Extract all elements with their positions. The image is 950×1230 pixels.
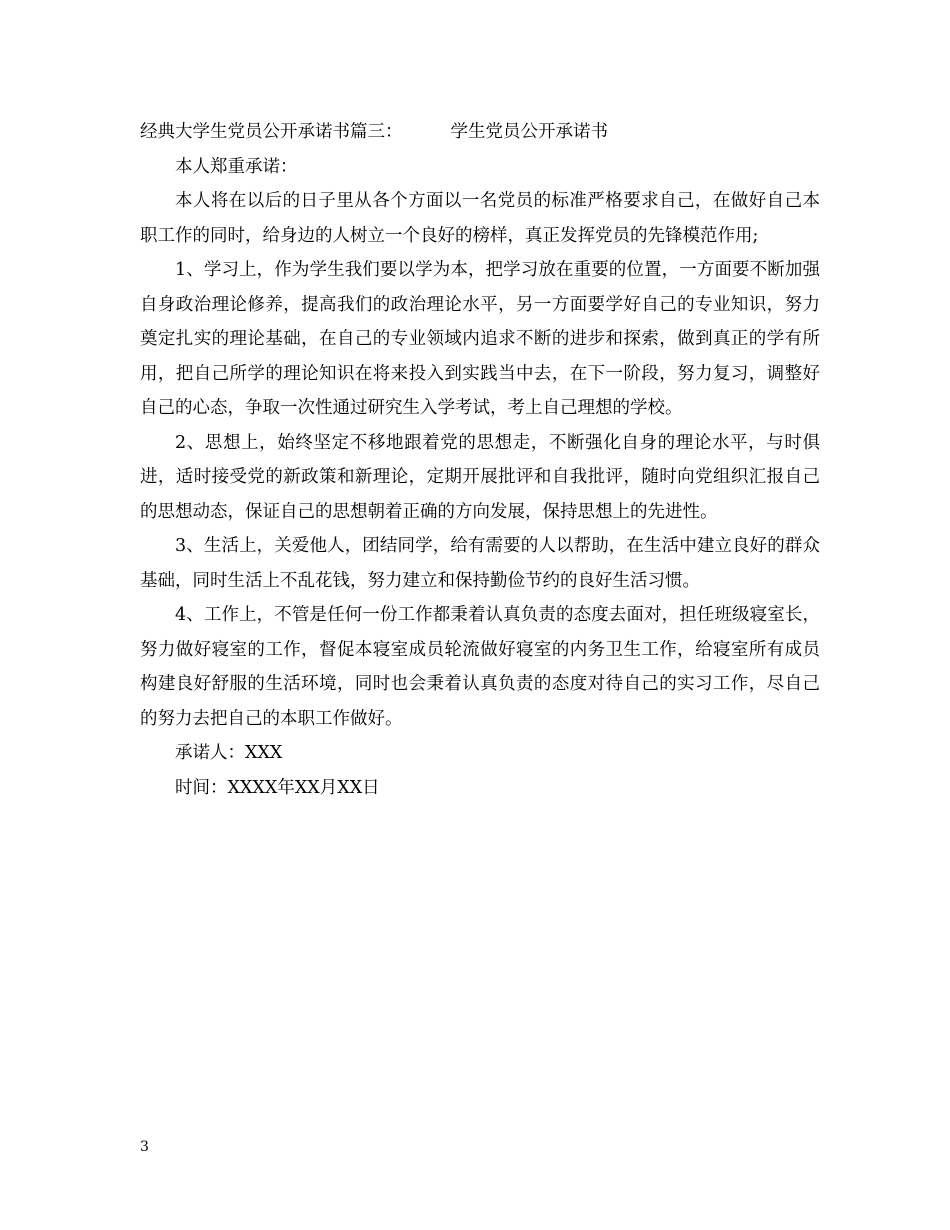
paragraph-life: 3、生活上，关爱他人，团结同学，给有需要的人以帮助，在生活中建立良好的群众基础，同时生活上不乱花钱，努力建立和保持勤俭节约的良好生活习惯。	[140, 536, 820, 591]
document-body	[140, 115, 820, 805]
paragraph-work: 4、工作上，不管是任何一份工作都秉着认真负责的态度去面对，担任班级寝室长，努力做好寝室的工作，督促本寝室成员轮流做好寝室的内务卫生工作，给寝室所有成员构建良好舒服的生活环境，同时也会秉着认真负责的态度对待自己的实习工作，尽自己的努力去把自己的本职工作做好。	[140, 605, 820, 729]
paragraph-study: 1、学习上，作为学生我们要以学为本，把学习放在重要的位置，一方面要不断加强自身政治理论修养，提高我们的政治理论水平，另一方面要学好自己的专业知识，努力奠定扎实的理论基础，在自己的专业领域内追求不断的进步和探索，做到真正的学有所用，把自己所学的理论知识在将来投入到实践当中去，在下一阶段，努力复习，调整好自己的心态，争取一次性通过研究生入学考试，考上自己理想的学校。	[140, 260, 820, 418]
heading-left: 经典大学生党员公开承诺书篇三：	[140, 122, 403, 142]
paragraph-thought: 2、思想上，始终坚定不移地跟着党的思想走，不断强化自身的理论水平，与时俱进，适时接受党的新政策和新理论，定期开展批评和自我批评，随时向党组织汇报自己的思想动态，保证自己的思想朝着正确的方向发展，保持思想上的先进性。	[140, 432, 820, 522]
paragraph-pledge-intro: 本人郑重承诺：	[175, 156, 298, 177]
date-line: 时间：XXXX年XX月XX日	[175, 777, 380, 798]
paragraph-commitment: 本人将在以后的日子里从各个方面以一名党员的标准严格要求自己，在做好自己本职工作的同时，给身边的人树立一个良好的榜样，真正发挥党员的先锋模范作用;	[140, 191, 820, 246]
document-heading	[140, 115, 820, 150]
page-number: 3	[140, 1139, 149, 1155]
heading-right: 学生党员公开承诺书	[450, 122, 608, 142]
signatory-line: 承诺人：XXX	[175, 743, 283, 763]
